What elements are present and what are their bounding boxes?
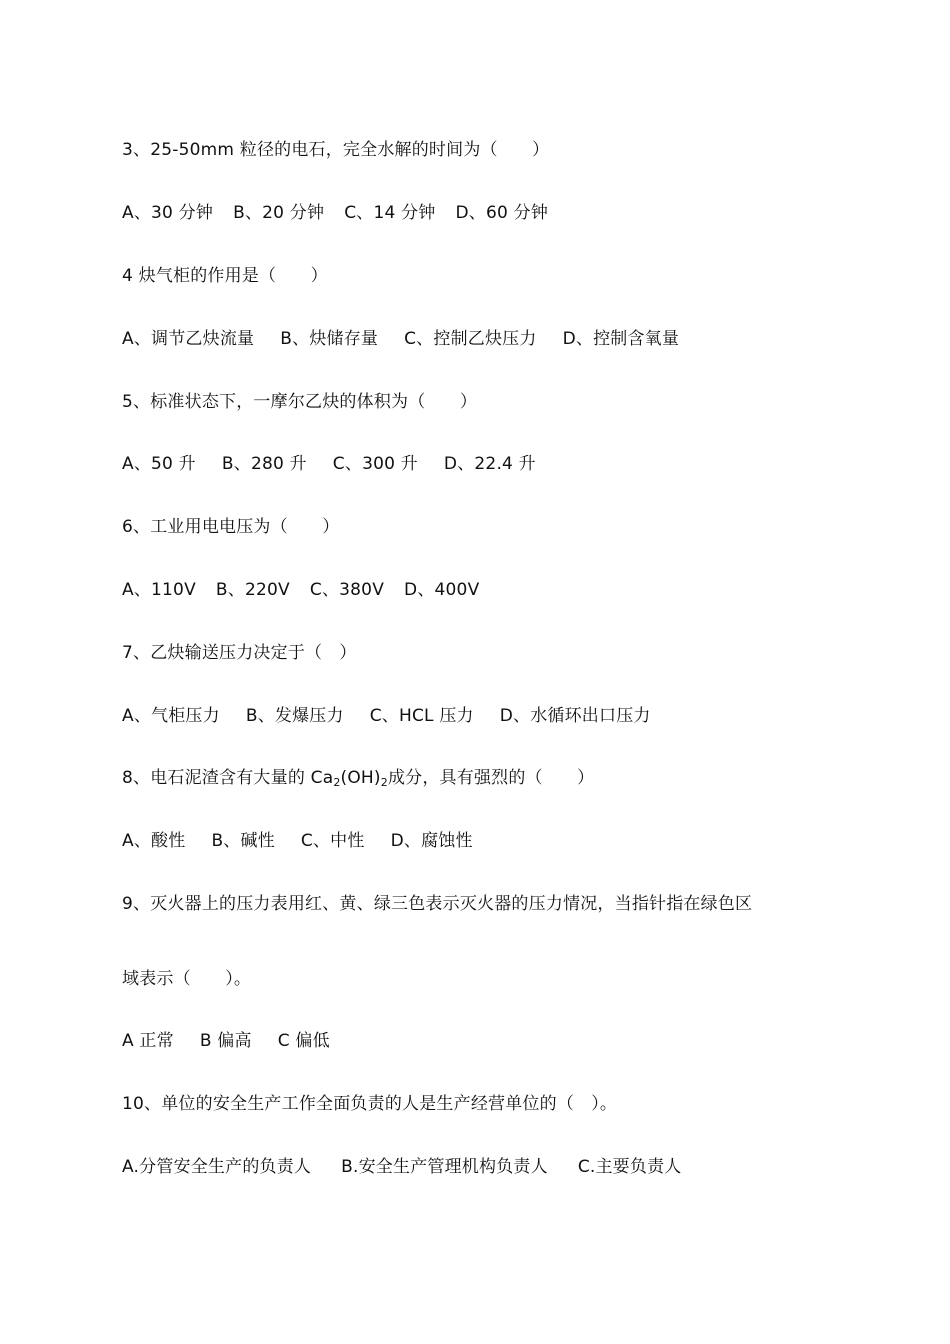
question-8-option-c: C、中性 <box>300 831 365 851</box>
question-9-option-c: C 偏低 <box>277 1031 330 1051</box>
question-6-option-b: B、220V <box>215 580 290 600</box>
question-4-options <box>122 327 679 351</box>
question-4-option-d: D、控制含氧量 <box>562 329 680 349</box>
question-8-option-b: B、碱性 <box>211 831 275 851</box>
question-5-stem: 5、标准状态下，一摩尔乙炔的体积为（ ） <box>122 392 478 412</box>
question-9-option-b: B 偏高 <box>199 1031 252 1051</box>
question-9-options <box>122 1029 330 1053</box>
question-5-option-b: B、280 升 <box>221 454 307 474</box>
question-6-option-c: C、380V <box>309 580 385 600</box>
question-3-option-c: C、14 分钟 <box>344 203 436 223</box>
question-8-options <box>122 829 473 853</box>
question-10-option-b: B.安全生产管理机构负责人 <box>341 1157 548 1177</box>
question-8-option-a: A、酸性 <box>122 831 186 851</box>
question-5-options <box>122 452 536 476</box>
question-3-option-b: B、20 分钟 <box>233 203 325 223</box>
question-5-option-c: C、300 升 <box>332 454 418 474</box>
question-6-option-a: A、110V <box>122 580 196 600</box>
question-6-option-d: D、400V <box>404 580 480 600</box>
question-7-option-d: D、水循环出口压力 <box>499 706 651 726</box>
question-7-stem: 7、乙炔输送压力决定于（ ） <box>122 643 357 663</box>
question-8-stem-after: 成分，具有强烈的（ ） <box>387 768 595 788</box>
question-8-option-d: D、腐蚀性 <box>390 831 473 851</box>
question-7-option-c: C、HCL 压力 <box>369 706 474 726</box>
question-7-option-a: A、气柜压力 <box>122 706 220 726</box>
question-9-option-a: A 正常 <box>122 1031 174 1051</box>
question-5-option-a: A、50 升 <box>122 454 196 474</box>
question-5-option-d: D、22.4 升 <box>443 454 536 474</box>
question-3-option-a: A、30 分钟 <box>122 203 214 223</box>
question-3-option-d: D、60 分钟 <box>455 203 549 223</box>
question-10-options <box>122 1155 682 1179</box>
question-8-subscript-1: 2 <box>333 776 341 789</box>
question-10-stem: 10、单位的安全生产工作全面负责的人是生产经营单位的（ ）。 <box>122 1094 618 1114</box>
question-7-option-b: B、发爆压力 <box>245 706 344 726</box>
question-9-stem-line-2: 域表示（ ）。 <box>122 969 252 989</box>
question-8-stem-mid: (OH) <box>340 768 381 788</box>
question-10-option-a: A.分管安全生产的负责人 <box>122 1157 312 1177</box>
question-8-subscript-2: 2 <box>380 776 388 789</box>
question-7-options <box>122 704 651 728</box>
question-6-options <box>122 578 479 602</box>
question-4-option-a: A、调节乙炔流量 <box>122 329 255 349</box>
question-8-stem-before: 8、电石泥渣含有大量的 Ca <box>122 768 334 788</box>
question-6-stem: 6、工业用电电压为（ ） <box>122 517 340 537</box>
question-4-option-c: C、控制乙炔压力 <box>404 329 537 349</box>
question-10-option-c: C.主要负责人 <box>577 1157 682 1177</box>
question-4-stem: 4 炔气柜的作用是（ ） <box>122 266 328 286</box>
question-8-stem <box>122 766 594 790</box>
question-3-options <box>122 201 548 225</box>
question-4-option-b: B、炔储存量 <box>280 329 379 349</box>
question-3-stem: 3、25-50mm 粒径的电石，完全水解的时间为（ ） <box>122 140 550 160</box>
question-9-stem-line-1: 9、灭火器上的压力表用红、黄、绿三色表示灭火器的压力情况，当指针指在绿色区 <box>122 894 753 914</box>
